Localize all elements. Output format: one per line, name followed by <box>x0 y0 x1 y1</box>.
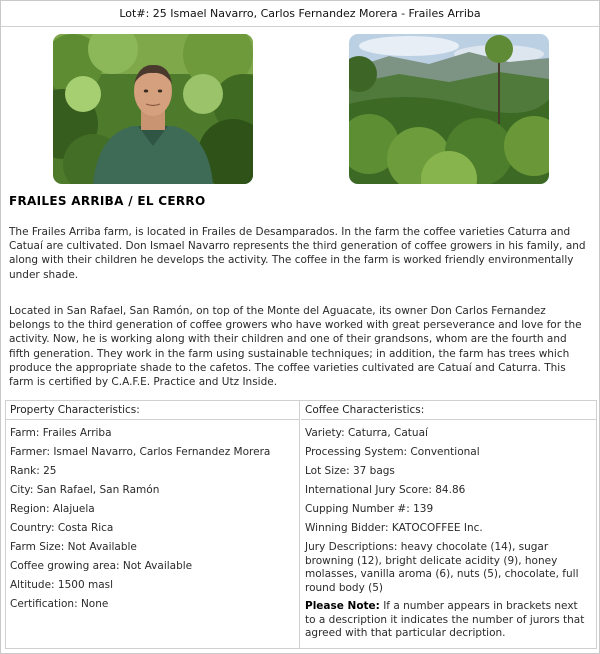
property-row-rank: Rank: 25 <box>10 465 57 477</box>
property-row-country: Country: Costa Rica <box>10 522 114 534</box>
property-row-growing-area: Coffee growing area: Not Available <box>10 560 193 572</box>
coffee-row-processing: Processing System: Conventional <box>305 446 480 458</box>
coffee-row-jury-score: International Jury Score: 84.86 <box>305 484 466 496</box>
property-row-farm: Farm: Frailes Arriba <box>10 427 112 439</box>
property-characteristics-column <box>6 401 300 648</box>
please-note-text: If a number appears in brackets next to a description it indicates the number of jurors that agreed with that particular decription. <box>305 600 585 639</box>
property-row-city: City: San Rafael, San Ramón <box>10 484 160 496</box>
property-row-farmer: Farmer: Ismael Navarro, Carlos Fernandez Morera <box>10 446 271 458</box>
property-row-region: Region: Alajuela <box>10 503 95 515</box>
characteristics-table <box>5 400 597 649</box>
property-row-altitude: Altitude: 1500 masl <box>10 579 114 591</box>
coffee-row-winning-bidder: Winning Bidder: KATOCOFFEE Inc. <box>305 522 483 534</box>
coffee-row-lot-size: Lot Size: 37 bags <box>305 465 395 477</box>
coffee-row-variety: Variety: Caturra, Catuaí <box>305 427 428 439</box>
coffee-characteristics-column <box>301 401 596 648</box>
please-note-label: Please Note: <box>305 600 380 612</box>
coffee-row-jury-descriptions: Jury Descriptions: heavy chocolate (14), sugar browning (12), bright delicate acidity (9), honey molasses, vanilla aroma (6), nuts (5), chocolate, full round body (5) <box>305 541 579 594</box>
please-note <box>305 598 596 641</box>
coffee-characteristics-heading: Coffee Characteristics: <box>301 401 596 420</box>
property-row-farm-size: Farm Size: Not Available <box>10 541 137 553</box>
coffee-row-cupping-number: Cupping Number #: 139 <box>305 503 434 515</box>
lot-title: Lot#: 25 Ismael Navarro, Carlos Fernandez Morera - Frailes Arriba <box>1 1 599 27</box>
farm-heading: FRAILES ARRIBA / EL CERRO <box>9 194 206 208</box>
farm-description-paragraph: The Frailes Arriba farm, is located in Frailes de Desamparados. In the farm the coffee varieties Caturra and Catuaí are cultivated. Don Ismael Navarro represents the third generation of coffee growers in his family, and along with their children he develops the activity. The coffee in the farm is worked friendly environmentally under shade. <box>9 226 586 281</box>
farm-landscape-photo <box>349 34 549 184</box>
farm-description-paragraph: Located in San Rafael, San Ramón, on top of the Monte del Aguacate, its owner Don Carlos Fernandez belongs to the third generation of coffee growers who have worked with great perseverance and love for the activity. Now, he is working along with their children and one of their grandsons, whom are the fourth and fifth generation. They work in the farm using sustainable techniques; in addition, the farm has trees which produce the appropriate shade to the cafetos. The coffee varieties cultivated are Catuaí and Caturra. This farm is certified by C.A.F.E. Practice and Utz Inside. <box>9 305 582 389</box>
property-characteristics-heading: Property Characteristics: <box>6 401 299 420</box>
farmer-photo <box>53 34 253 184</box>
property-row-certification: Certification: None <box>10 598 109 610</box>
